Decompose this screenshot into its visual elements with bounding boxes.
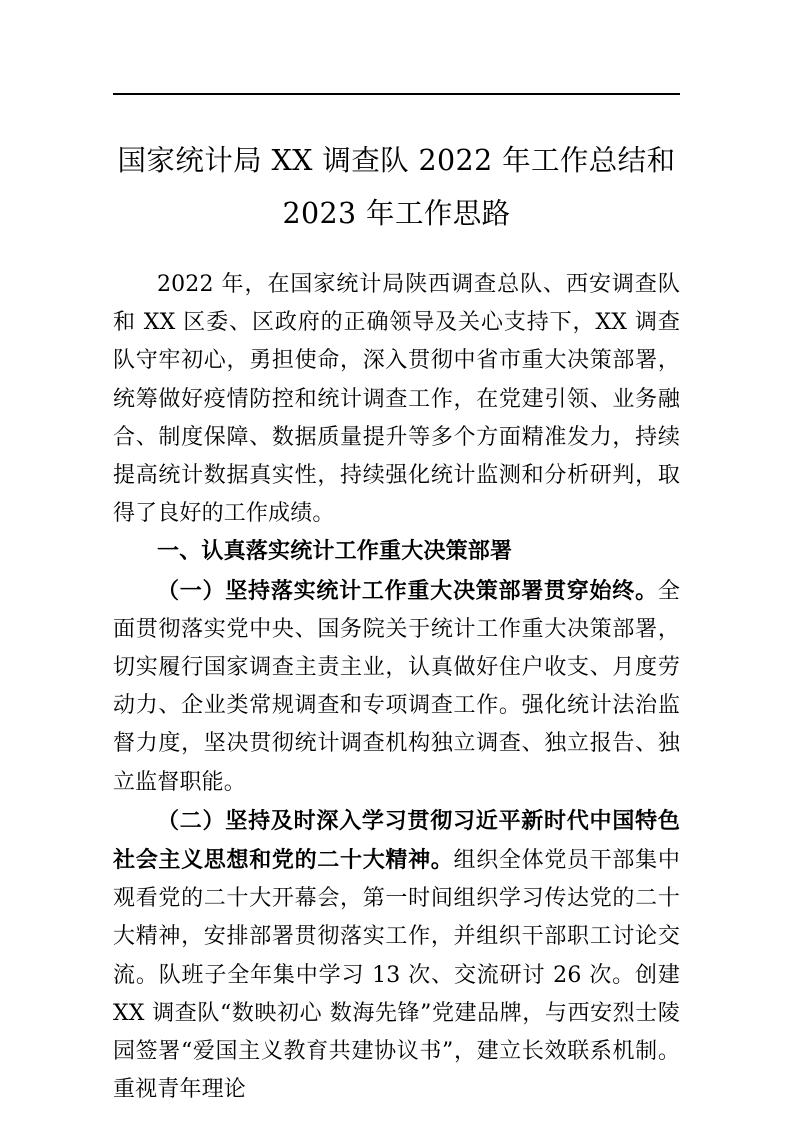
page-title-line-2: 2023 年工作思路 bbox=[282, 197, 511, 230]
paragraph-intro-text: 2022 年，在国家统计局陕西调查总队、西安调查队和 XX 区委、区政府的正确领导及关心支持下，XX 调查队守牢初心，勇担使命，深入贯彻中省市重大决策部署，统筹做好疫情防控和统计调查工作，在党建引领、业务融合、制度保障、数据质量提升等多个方面精准发力，持续提高统计数据真实性，持续强化统计监测和分析研判，取得了良好的工作成绩。 bbox=[113, 272, 680, 527]
document-content bbox=[113, 122, 680, 1109]
paragraph-item-1 bbox=[113, 572, 680, 802]
paragraph-item-1-lead: （一）坚持落实统计工作重大决策部署贯穿始终。 bbox=[157, 577, 658, 604]
paragraph-intro bbox=[113, 266, 680, 533]
paragraph-item-1-text: 全面贯彻落实党中央、国务院关于统计工作重大决策部署，切实履行国家调查主责主业，认真做好住户收支、月度劳动力、企业类常规调查和专项调查工作。强化统计法治监督力度，坚决贯彻统计调查机构独立调查、独立报告、独立监督职能。 bbox=[113, 578, 680, 795]
paragraph-item-2-lead: （二）坚持及时深入学习贯彻习近平新时代中国特色社会主义思想和党的二十大精神。 bbox=[113, 807, 680, 874]
paragraph-item-2 bbox=[113, 802, 680, 1110]
paragraph-item-2-text: 组织全体党员干部集中观看党的二十大开幕会，第一时间组织学习传达党的二十大精神，安排部署贯彻落实工作，并组织干部职工讨论交流。队班子全年集中学习 13 次、交流研讨 26 次。创建 XX 调查队“数映初心 数海先锋”党建品牌，与西安烈士陵园签署“爱国主义教育共建协议书”，建立长效联系机制。重视青年理论 bbox=[113, 848, 680, 1103]
document-body bbox=[113, 266, 680, 1109]
section-heading-1: 一、认真落实统计工作重大决策部署 bbox=[157, 539, 513, 565]
page-title bbox=[113, 122, 680, 240]
page-title-line-1: 国家统计局 XX 调查队 2022 年工作总结和 bbox=[117, 144, 676, 177]
header-rule-divider bbox=[113, 93, 680, 95]
